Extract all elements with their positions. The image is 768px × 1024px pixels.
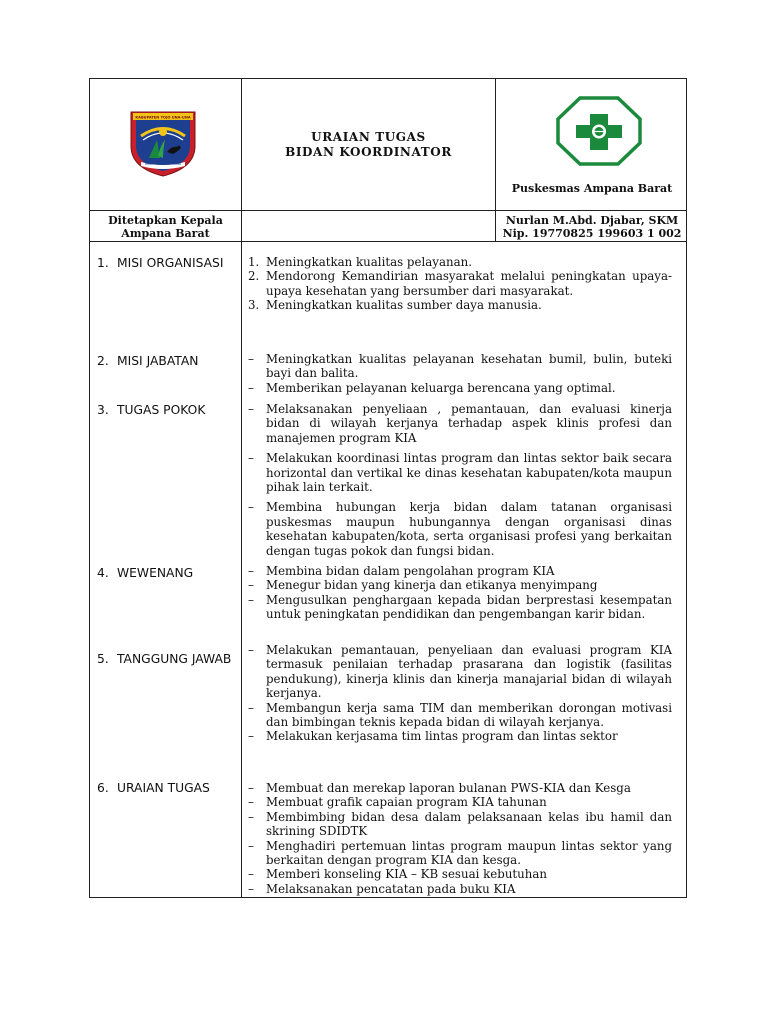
section-title: MISI ORGANISASI [117, 256, 224, 270]
item-marker: 2. [248, 269, 260, 284]
title-line-2: BIDAN KOORDINATOR [285, 145, 452, 159]
section-items-misi-organisasi [246, 255, 672, 313]
list-item [246, 839, 672, 868]
item-text: Menegur bidan yang kinerja dan etikanya menyimpang [266, 578, 598, 593]
list-item [246, 352, 672, 381]
item-marker: – [248, 592, 254, 607]
puskesmas-logo-icon [554, 94, 644, 168]
item-text: Membimbing bidan desa dalam pelaksanaan kelas ibu hamil dan skrining SDIDTK [266, 809, 672, 839]
section-number: 4. [97, 566, 109, 580]
item-text: Membuat dan merekap laporan bulanan PWS-KIA dan Kesga [266, 781, 631, 795]
regency-logo-icon [127, 106, 199, 178]
section-number: 2. [97, 354, 109, 368]
title-line-1: URAIAN TUGAS [311, 130, 426, 144]
section-label-tugas-pokok [97, 403, 235, 417]
list-item [246, 729, 672, 743]
header-table [89, 78, 687, 242]
section-number: 5. [97, 652, 109, 666]
item-marker: – [248, 781, 254, 795]
item-text: Membuat grafik capaian program KIA tahunan [266, 795, 547, 810]
logo-banner-text: KABUPATEN TOJO UNA-UNA [135, 115, 191, 120]
item-text: Meningkatkan kualitas sumber daya manusia. [266, 298, 542, 313]
list-item [246, 593, 672, 622]
item-marker: – [248, 380, 254, 395]
section-items-uraian-tugas [246, 781, 672, 896]
item-text: Melaksanakan penyeliaan , pemantauan, dan evaluasi kinerja bidan di wilayah kerjanya terhadap aspek klinis profesi dan manajemen program KIA [266, 402, 672, 445]
item-marker: – [248, 867, 254, 882]
list-item [246, 269, 672, 298]
content-divider [241, 242, 242, 897]
item-marker: – [248, 700, 254, 715]
list-item [246, 867, 672, 881]
item-text: Melaksanakan pencatatan pada buku KIA [266, 881, 516, 896]
list-item [246, 402, 672, 445]
item-text: Meningkatkan kualitas pelayanan kesehatan bumil, bulin, buteki bayi dan balita. [266, 352, 672, 381]
list-item [246, 781, 672, 795]
puskesmas-name: Puskesmas Ampana Barat [511, 182, 673, 195]
section-number: 6. [97, 781, 109, 795]
item-marker: – [248, 795, 254, 810]
document-title [242, 130, 495, 160]
section-title: MISI JABATAN [117, 354, 199, 368]
established-line-1: Ditetapkan Kepala [108, 214, 223, 227]
section-items-tugas-pokok [246, 402, 672, 558]
signatory [496, 214, 688, 240]
item-marker: – [248, 643, 254, 657]
list-item [246, 578, 672, 592]
item-marker: – [248, 500, 254, 515]
item-marker: – [248, 352, 254, 366]
sop-document [89, 78, 687, 898]
section-title: WEWENANG [117, 566, 194, 580]
list-item [246, 701, 672, 730]
established-by [90, 214, 241, 240]
signer-name: Nurlan M.Abd. Djabar, SKM [505, 214, 679, 227]
list-item [246, 500, 672, 558]
list-item [246, 255, 672, 269]
signer-nip: Nip. 19770825 199603 1 002 [502, 227, 682, 240]
item-text: Memberikan pelayanan keluarga berencana yang optimal. [266, 380, 616, 395]
section-items-misi-jabatan [246, 352, 672, 395]
item-text: Mengusulkan penghargaan kepada bidan berprestasi kesempatan untuk peningkatan pendidikan dan pengembangan karir bidan. [266, 592, 672, 622]
section-items-wewenang [246, 564, 672, 622]
section-items-tanggung-jawab [246, 643, 672, 744]
section-title: URAIAN TUGAS [117, 781, 210, 795]
section-title: TUGAS POKOK [117, 403, 206, 417]
item-marker: – [248, 402, 254, 416]
list-item [246, 381, 672, 395]
item-marker: – [248, 729, 254, 744]
item-text: Membina hubungan kerja bidan dalam tatanan organisasi puskesmas maupun hubungannya dengan organisasi dinas kesehatan kabupaten/kota, serta organisasi profesi yang berkaitan dengan tugas pokok dan fungsi bidan. [266, 500, 672, 558]
header-divider [241, 79, 242, 241]
list-item [246, 451, 672, 494]
item-marker: – [248, 809, 254, 824]
list-item [246, 795, 672, 809]
list-item [246, 810, 672, 839]
item-marker: 1. [248, 255, 260, 269]
item-marker: – [248, 881, 254, 896]
list-item [246, 298, 672, 312]
item-text: Meningkatkan kualitas pelayanan. [266, 255, 472, 269]
header-divider [90, 210, 686, 211]
section-label-misi-organisasi [97, 256, 235, 270]
section-number: 1. [97, 256, 109, 270]
section-title: TANGGUNG JAWAB [117, 652, 232, 666]
section-label-uraian-tugas [97, 781, 235, 795]
item-text: Melakukan pemantauan, penyeliaan dan evaluasi program KIA termasuk penilaian terhadap prasarana dan logistik (fasilitas pendukung), kinerja klinis dan kinerja manajarial bidan di wilayah kerjanya. [266, 643, 672, 701]
section-label-tanggung-jawab [97, 652, 235, 666]
item-marker: – [248, 838, 254, 853]
item-text: Menghadiri pertemuan lintas program maupun lintas sektor yang berkaitan dengan program KIA dan kesga. [266, 838, 672, 868]
section-number: 3. [97, 403, 109, 417]
item-text: Melakukan koordinasi lintas program dan lintas sektor baik secara horizontal dan vertikal ke dinas kesehatan kabupaten/kota maupun pihak lain terkait. [266, 451, 672, 495]
item-marker: – [248, 451, 254, 466]
item-text: Membina bidan dalam pengolahan program KIA [266, 564, 555, 578]
item-text: Mendorong Kemandirian masyarakat melalui peningkatan upaya-upaya kesehatan yang bersumber dari masyarakat. [266, 269, 672, 298]
item-text: Memberi konseling KIA – KB sesuai kebutuhan [266, 867, 547, 882]
list-item [246, 643, 672, 701]
item-text: Membangun kerja sama TIM dan memberikan dorongan motivasi dan bimbingan teknis kepada bidan di wilayah kerjanya. [266, 700, 672, 730]
section-label-misi-jabatan [97, 354, 235, 368]
list-item [246, 882, 672, 896]
list-item [246, 564, 672, 578]
content-table [89, 242, 687, 898]
section-label-wewenang [97, 566, 235, 580]
established-line-2: Ampana Barat [121, 227, 210, 240]
item-marker: – [248, 564, 254, 578]
item-marker: 3. [248, 298, 260, 313]
item-marker: – [248, 578, 254, 593]
item-text: Melakukan kerjasama tim lintas program dan lintas sektor [266, 729, 618, 744]
